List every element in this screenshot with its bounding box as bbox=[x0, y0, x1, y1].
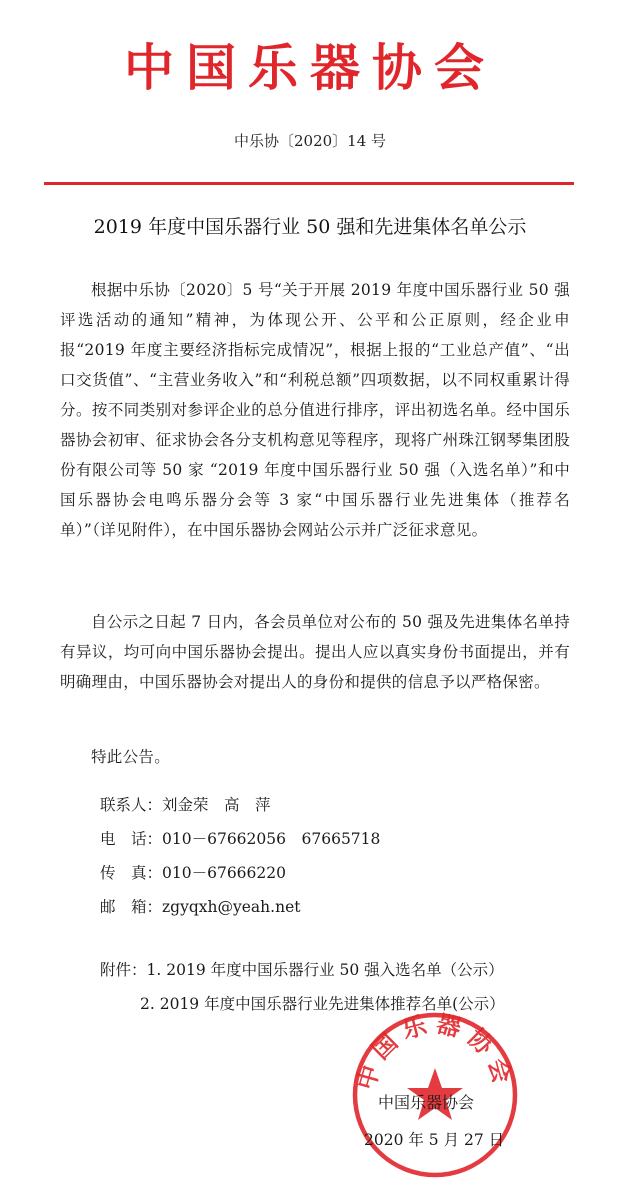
seal-arc-text: 中国乐器协会 bbox=[351, 1010, 519, 1093]
contact-email-label: 邮 箱： bbox=[100, 898, 163, 916]
attachment-label: 附件： bbox=[100, 961, 147, 979]
contact-fax-value: 010－67666220 bbox=[162, 864, 286, 882]
body-paragraph-2: 自公示之日起 7 日内，各会员单位对公布的 50 强及先进集体名单持有异议，均可向中国乐器协会提出。提出人应以真实身份书面提出，并有明确理由，中国乐器协会对提出人的身份和提供的信息予以严格保密。 bbox=[60, 613, 570, 691]
body-paragraph-3: 特此公告。 bbox=[91, 748, 171, 766]
red-header-rule bbox=[44, 182, 574, 185]
contact-fax-label: 传 真： bbox=[100, 864, 163, 882]
contact-fax-row bbox=[100, 861, 286, 883]
contact-phone-label: 电 话： bbox=[100, 830, 163, 848]
contact-phone-value: 010－67662056 67665718 bbox=[162, 830, 381, 848]
org-title: 中国乐器协会 bbox=[124, 39, 496, 97]
notice-title: 2019 年度中国乐器行业 50 强和先进集体名单公示 bbox=[93, 216, 527, 238]
contact-phone-row bbox=[100, 827, 380, 849]
contact-email-value[interactable]: zgyqxh@yeah.net bbox=[162, 898, 301, 916]
document-number: 中乐协〔2020〕14 号 bbox=[233, 132, 387, 150]
body-paragraph-1: 根据中乐协〔2020〕5 号“关于开展 2019 年度中国乐器行业 50 强评选活动的通知”精神，为体现公开、公平和公正原则，经企业申报“2019 年度主要经济指标完成情况”，根据上报的“工业总产值”、“出口交货值”、“主营业务收入”和“利税总额”四项数据，以不同权重累计得分。按不同类别对参评企业的总分值进行排序，评出初选名单。经中国乐器协会初审、征求协会各分支机构意见等程序，现将广州珠江钢琴集团股份有限公司等 50 家 “2019 年度中国乐器行业 50 强（入选名单）”和中国乐器协会电鸣乐器分会等 3 家“中国乐器行业先进集体（推荐名单）”（详见附件），在中国乐器协会网站公示并广泛征求意见。 bbox=[60, 281, 570, 539]
attachment-row-1 bbox=[100, 958, 504, 980]
contact-email-row bbox=[100, 895, 300, 917]
attachment-item: 1. 2019 年度中国乐器行业 50 强入选名单（公示） bbox=[146, 961, 504, 979]
contact-person-label: 联系人： bbox=[100, 796, 163, 814]
signature-date: 2020 年 5 月 27 日 bbox=[364, 1131, 505, 1149]
contact-person-value: 刘金荣 高 萍 bbox=[162, 796, 271, 814]
attachment-item: 2. 2019 年度中国乐器行业先进集体推荐名单(公示） bbox=[140, 995, 505, 1013]
signature-org: 中国乐器协会 bbox=[378, 1093, 475, 1112]
contact-person-row bbox=[100, 793, 271, 815]
